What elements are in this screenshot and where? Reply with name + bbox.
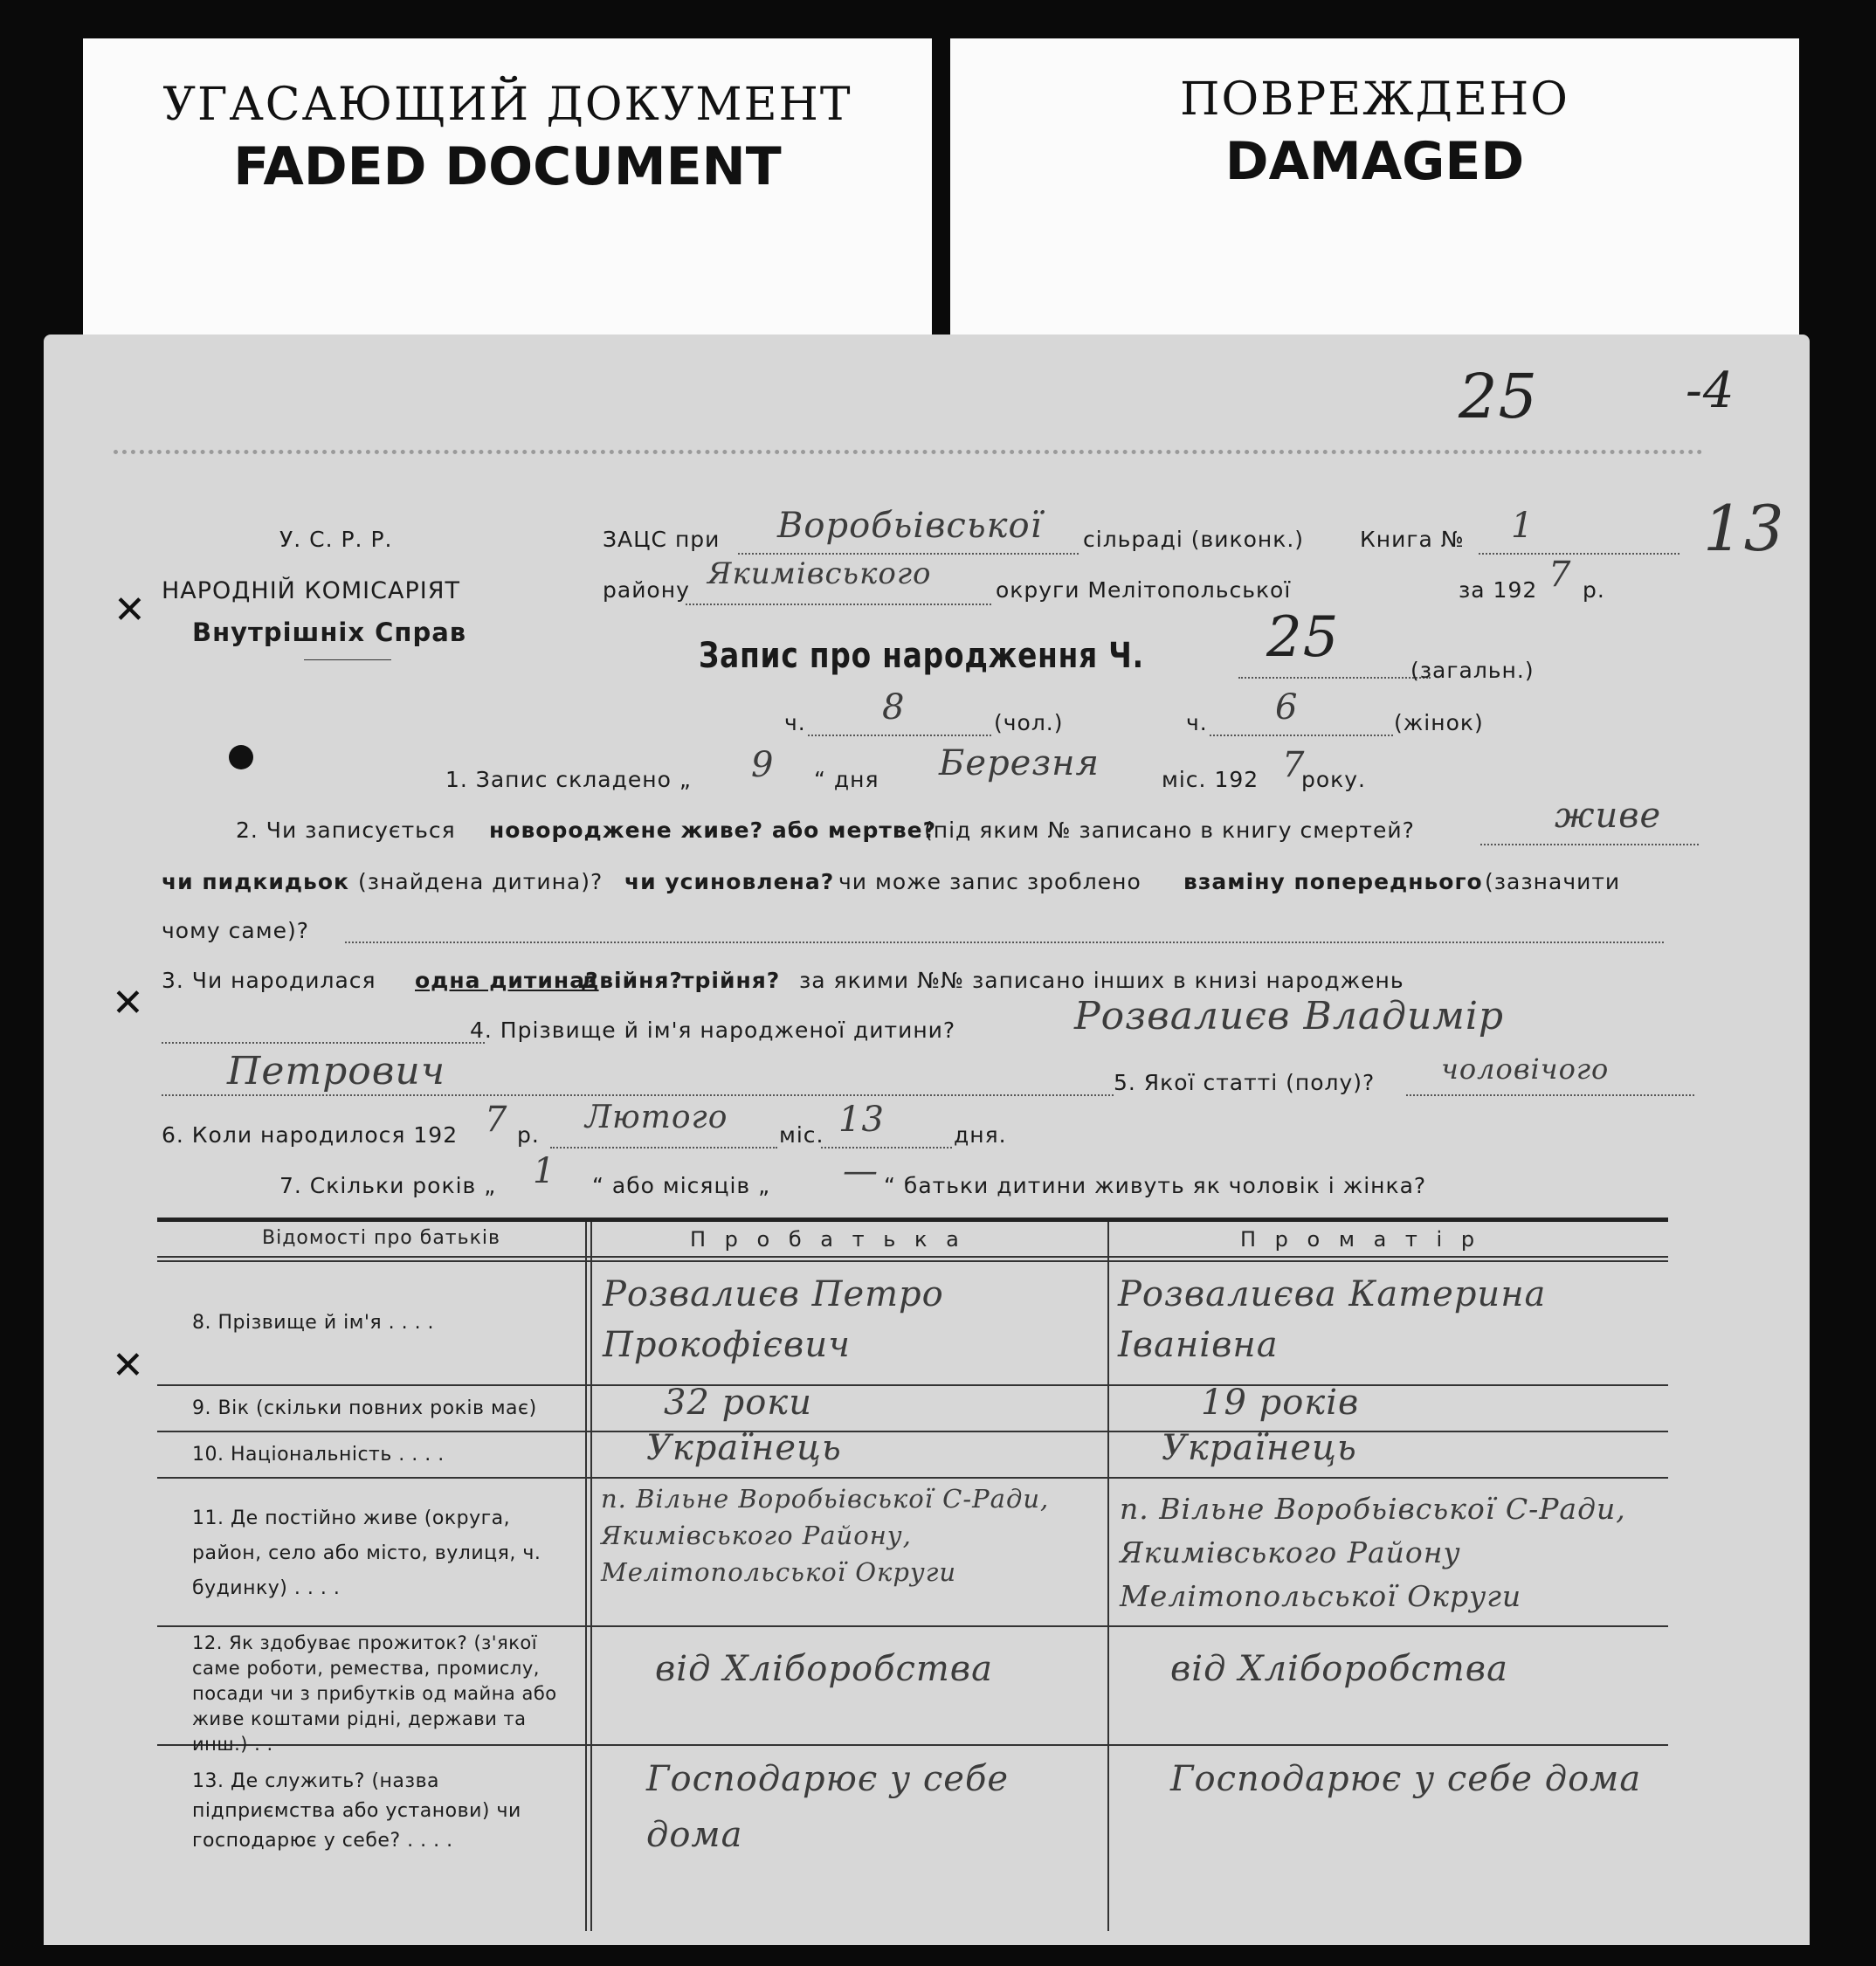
father-residence: п. Вільне Воробьівської С-Ради, Якимівського Району, Мелітопольської Округи <box>601 1484 1050 1587</box>
q2-foundling-note: (знайдена дитина)? <box>358 869 603 894</box>
q3-single: одна дитина? <box>415 968 599 993</box>
damaged-label-ru: ПОВРЕЖДЕНО <box>1180 73 1569 126</box>
damaged-card <box>950 38 1799 353</box>
q5-label: 5. Якої статті (полу)? <box>1114 1070 1376 1095</box>
field-line <box>345 942 1664 943</box>
field-line <box>1406 1094 1694 1096</box>
q3-label: 3. Чи народилася <box>162 968 376 993</box>
field-line <box>1238 677 1431 679</box>
q7-months-label: “ або місяців „ <box>592 1173 771 1198</box>
q2-adopted: чи усиновлена? <box>624 869 835 894</box>
ussr-header: У. С. Р. Р. <box>279 527 393 552</box>
q2-instead-text: чи може запис зроблено <box>838 869 1141 894</box>
divider <box>304 659 391 660</box>
q2-why: чому саме)? <box>162 918 309 943</box>
field-line <box>1480 844 1699 845</box>
q7-label: 7. Скільки років „ <box>279 1173 497 1198</box>
q2-alive-dead: новороджене живе? або мертве? <box>489 817 937 843</box>
binder-hole <box>229 745 253 769</box>
row-label-workplace: 13. Де служить? (назва підприємства або установи) чи господарює у себе? . . . . <box>192 1770 521 1852</box>
male-suffix: (чол.) <box>994 710 1064 735</box>
field-line <box>821 1147 952 1149</box>
male-prefix: ч. <box>784 710 806 735</box>
book-value: 1 <box>1511 506 1535 546</box>
q1-month: Березня <box>939 743 1100 783</box>
q6-year-suffix: р. <box>517 1122 540 1148</box>
mother-livelihood: від Хліборобства <box>1170 1649 1508 1689</box>
table-col-divider <box>585 1222 587 1931</box>
torn-edge-marks <box>114 450 1703 454</box>
mother-age: 19 років <box>1201 1383 1360 1423</box>
record-total-suffix: (загальн.) <box>1410 658 1535 683</box>
field-line <box>808 735 991 736</box>
corner-page-number: 13 <box>1703 492 1785 565</box>
father-nationality: Українець <box>646 1428 842 1468</box>
q6-month: Лютого <box>585 1100 728 1135</box>
internal-affairs-header: Внутрішніх Справ <box>192 617 467 647</box>
q6-day-suffix: дня. <box>954 1122 1007 1148</box>
row-label-name: 8. Прізвище й ім'я . . . . <box>192 1312 435 1334</box>
table-header-father: П р о б а т ь к а <box>690 1227 965 1252</box>
district-suffix: округи Мелітопольської <box>996 577 1292 603</box>
row-label-livelihood: 12. Як здобуває прожиток? (з'якої саме роботи, ремества, промислу, посади чи з прибутків од майна або живе коштами рідні, держави та инш.) . . <box>192 1632 557 1755</box>
binder-mark: ✕ <box>114 588 146 632</box>
table-header-rule <box>157 1260 1668 1262</box>
zags-village-value: Воробьівської <box>777 506 1043 546</box>
district-value: Якимівського <box>707 556 932 591</box>
zags-suffix: сільраді (виконк.) <box>1083 527 1305 552</box>
row-label-residence: 11. Де постійно живе (округа, район, село або місто, вулиця, ч. будинку) . . . . <box>192 1507 541 1599</box>
field-line <box>1210 735 1393 736</box>
mother-workplace: Господарює у себе дома <box>1170 1759 1642 1799</box>
q2-label: 2. Чи записується <box>236 817 456 843</box>
q3-triplets: трійня? <box>681 968 781 993</box>
q2-replacement: взаміну попереднього <box>1183 869 1483 894</box>
female-suffix: (жінок) <box>1394 710 1484 735</box>
row-label-nationality: 10. Національність . . . . <box>192 1444 445 1466</box>
book-label: Книга № <box>1360 527 1465 552</box>
field-line <box>162 1094 1114 1096</box>
mother-residence: п. Вільне Воробьівської С-Ради, Якимівського Району Мелітопольської Округи <box>1120 1492 1626 1613</box>
q4-value: Розвалиєв Владимір <box>1074 994 1505 1038</box>
male-value: 8 <box>882 687 906 728</box>
q2-death-book: (під яким № записано в книгу смертей? <box>924 817 1415 843</box>
female-prefix: ч. <box>1186 710 1208 735</box>
birth-record-form <box>44 335 1810 1945</box>
row-divider <box>157 1477 1668 1479</box>
q7-months: — <box>843 1151 879 1191</box>
female-value: 6 <box>1275 687 1299 728</box>
year-value: 7 <box>1548 555 1572 595</box>
q6-year: 7 <box>485 1100 508 1140</box>
q5-value: чоловічого <box>1441 1052 1610 1086</box>
q1-label: 1. Запис складено „ <box>445 767 692 792</box>
q1-month-suffix: міс. 192 <box>1162 767 1259 792</box>
faded-document-card <box>83 38 932 353</box>
zags-prefix: ЗАЦС при <box>603 527 721 552</box>
year-prefix: за 192 <box>1459 577 1538 603</box>
table-col-divider <box>1107 1222 1109 1931</box>
q1-day: 9 <box>751 745 775 785</box>
q2-foundling: чи пидкидьок <box>162 869 349 894</box>
field-line <box>738 553 1079 555</box>
q7-years: 1 <box>533 1151 556 1191</box>
q6-month-suffix: міс. <box>779 1122 824 1148</box>
table-top-rule <box>157 1218 1668 1222</box>
q1-day-suffix: “ дня <box>814 767 879 792</box>
q3-twins: двійня? <box>581 968 683 993</box>
table-col-divider <box>590 1222 592 1931</box>
corner-number: 25 <box>1459 361 1539 432</box>
faded-label-ru: УГАСАЮЩИЙ ДОКУМЕНТ <box>162 79 852 131</box>
q6-label: 6. Коли народилося 192 <box>162 1122 459 1148</box>
field-line <box>686 604 991 605</box>
district-prefix: району <box>603 577 690 603</box>
faded-label-en: FADED DOCUMENT <box>233 136 782 197</box>
corner-tick: -4 <box>1686 362 1735 419</box>
q4-label: 4. Прізвище й ім'я народженої дитини? <box>470 1017 956 1043</box>
row-divider <box>157 1384 1668 1386</box>
mother-name: Розвалиєва Катерина Іванівна <box>1118 1274 1547 1365</box>
q7-living-together: “ батьки дитини живуть як чоловік і жінка? <box>884 1173 1427 1198</box>
father-livelihood: від Хліборобства <box>655 1649 993 1689</box>
father-name: Розвалиєв Петро Прокофієвич <box>603 1274 944 1365</box>
q1-year: 7 <box>1282 745 1306 785</box>
row-divider <box>157 1431 1668 1432</box>
q4-value-patronymic: Петрович <box>227 1049 446 1093</box>
damaged-label-en: DAMAGED <box>1224 131 1525 192</box>
row-label-age: 9. Вік (скільки повних років має) <box>192 1397 537 1419</box>
field-line <box>1479 553 1679 555</box>
row-divider <box>157 1625 1668 1627</box>
record-number: 25 <box>1266 605 1340 670</box>
q2-specify: (зазначити <box>1485 869 1621 894</box>
commissariat-header: НАРОДНІЙ КОМІСАРІЯТ <box>162 577 460 604</box>
mother-nationality: Українець <box>1162 1428 1357 1468</box>
year-suffix: р. <box>1583 577 1605 603</box>
table-header-rule <box>157 1256 1668 1258</box>
father-age: 32 роки <box>664 1383 812 1423</box>
q2-value: живе <box>1555 796 1662 836</box>
table-header-info: Відомості про батьків <box>262 1227 500 1249</box>
q6-day: 13 <box>838 1100 885 1140</box>
father-workplace: Господарює у себе дома <box>646 1759 1010 1855</box>
record-title: Запис про народження Ч. <box>699 636 1144 676</box>
q1-year-suffix: року. <box>1301 767 1367 792</box>
table-header-mother: П р о м а т і р <box>1240 1227 1481 1252</box>
binder-mark: ✕ <box>112 981 144 1025</box>
field-line <box>550 1147 777 1149</box>
field-line <box>162 1042 485 1044</box>
binder-mark: ✕ <box>112 1343 144 1388</box>
q3-other-numbers: за якими №№ записано інших в книзі народжень <box>799 968 1404 993</box>
